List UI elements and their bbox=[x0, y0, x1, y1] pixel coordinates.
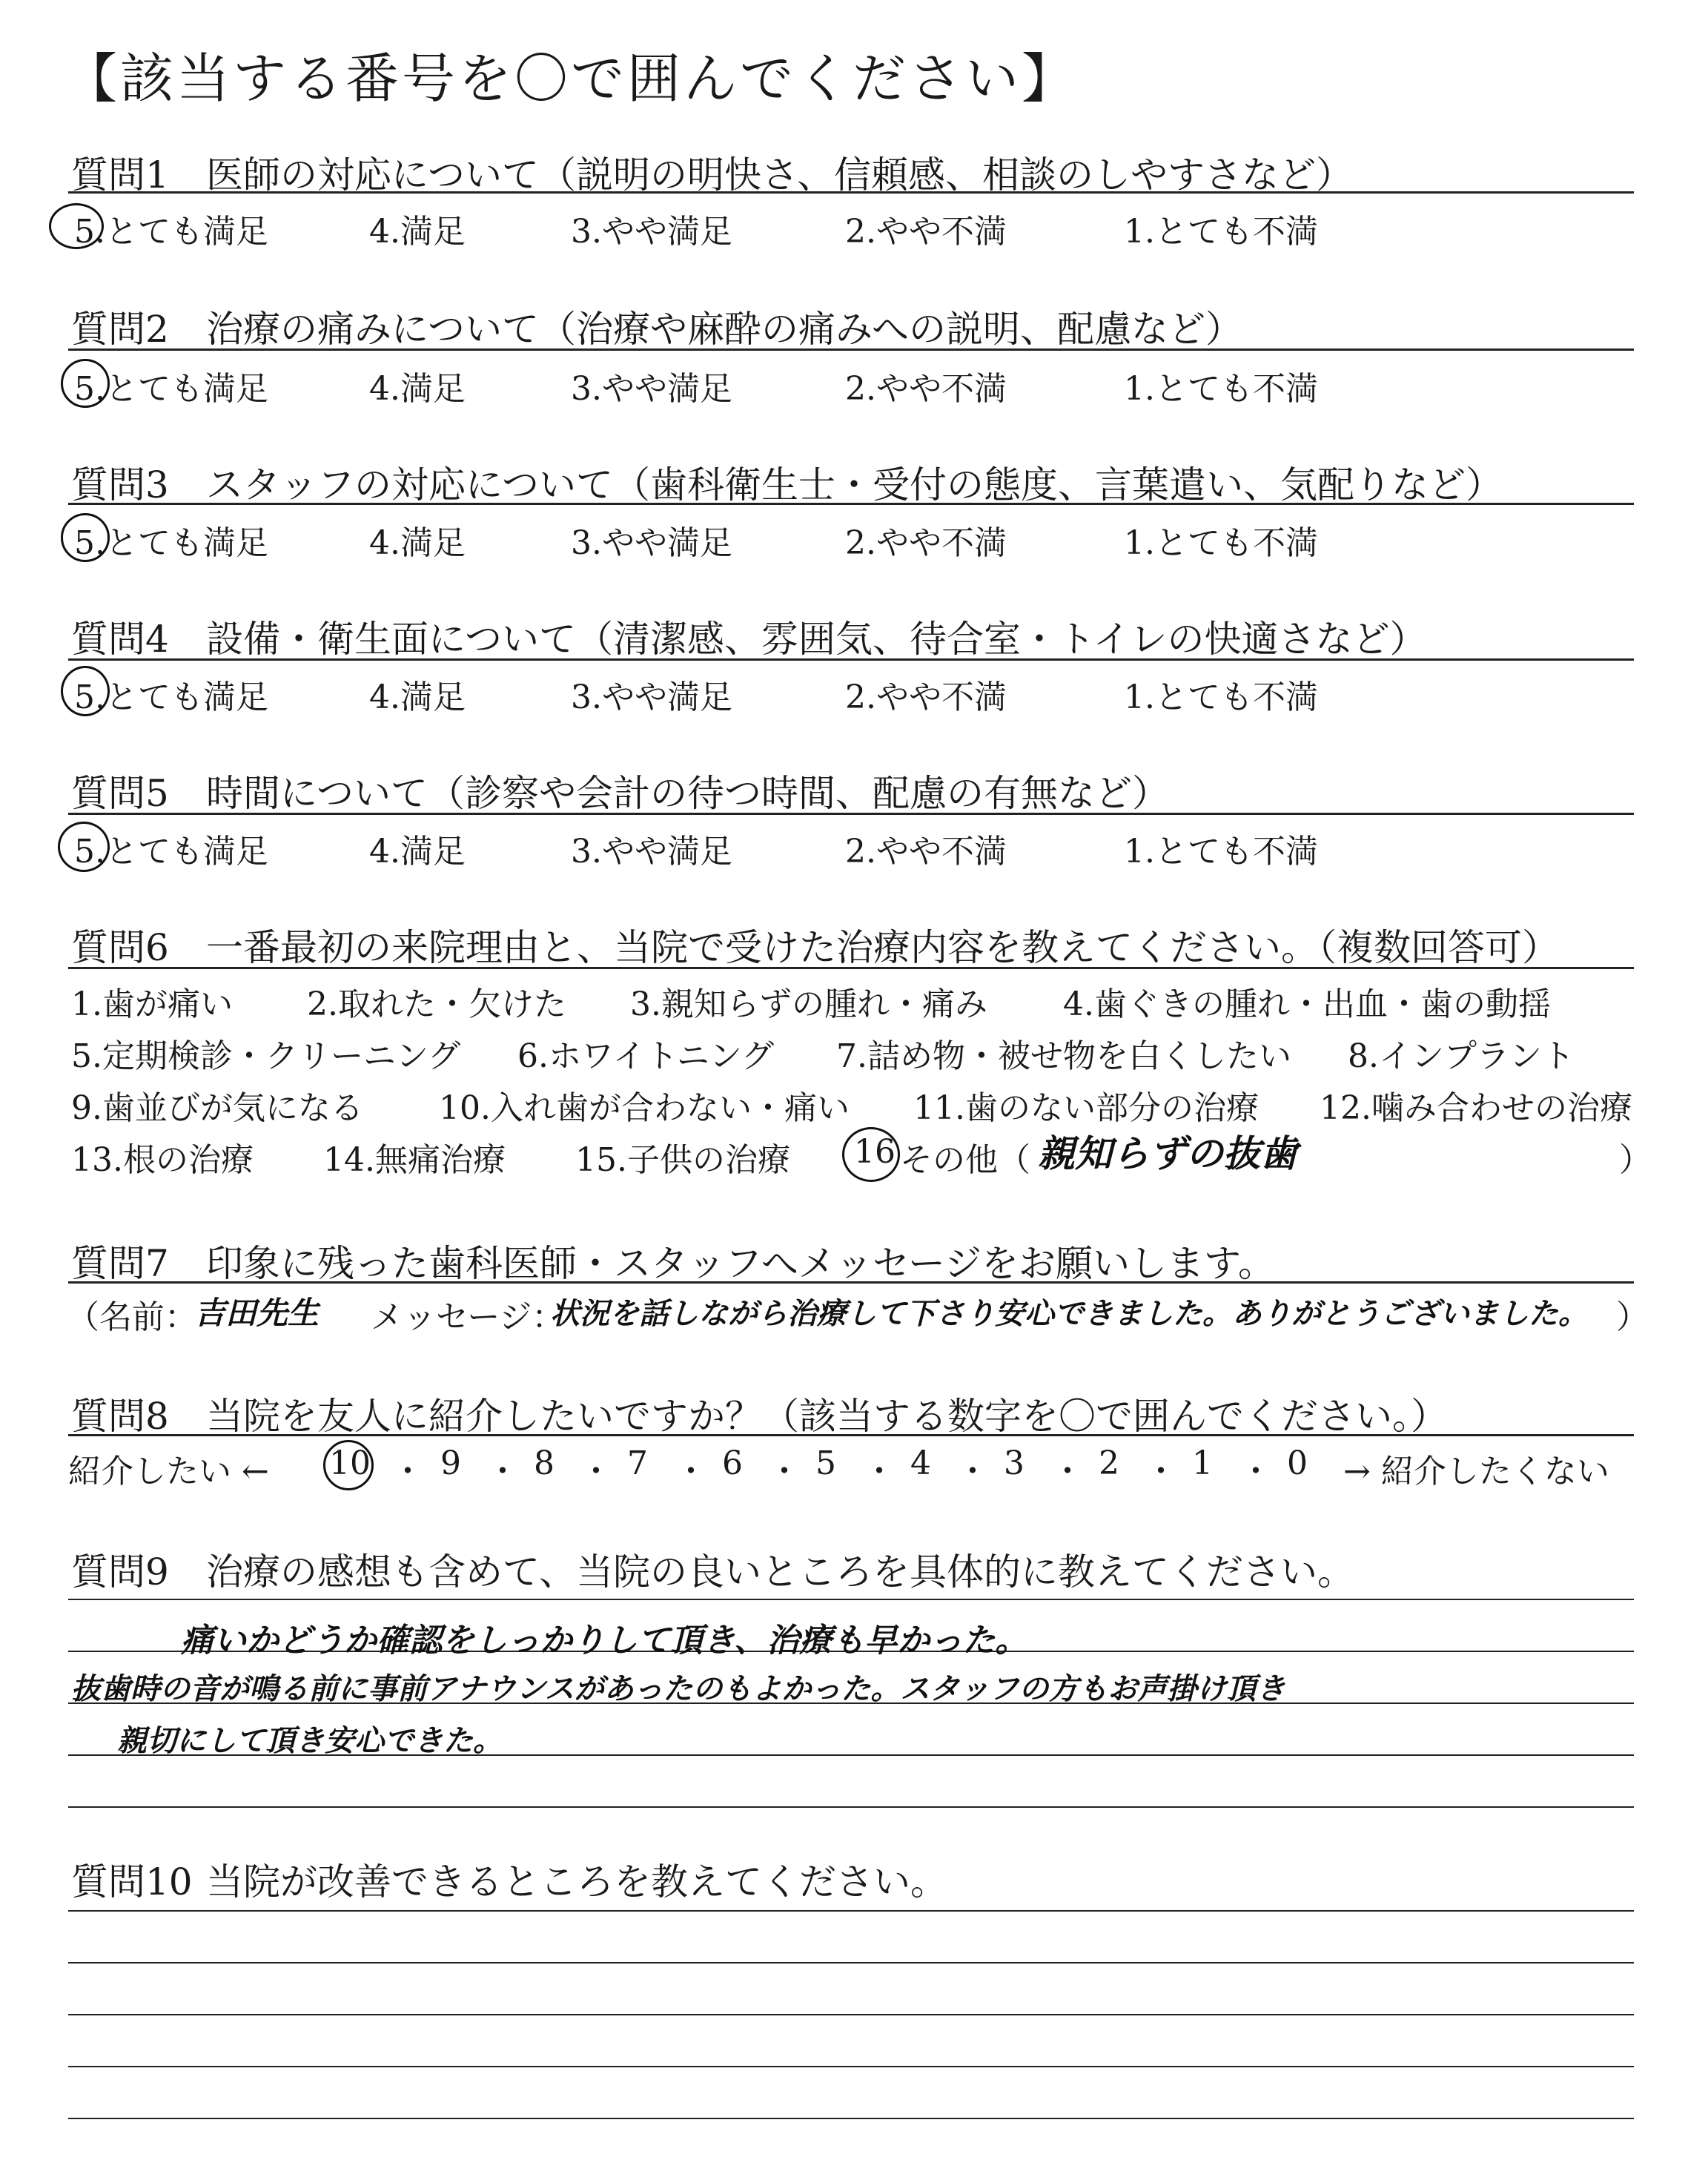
q1-option-5[interactable]: 5.とても満足 bbox=[74, 213, 268, 251]
q3-label: 質問3 bbox=[71, 463, 169, 506]
q2-option-2[interactable]: 2.やや不満 bbox=[845, 370, 1007, 408]
q7-label: 質問7 bbox=[71, 1242, 169, 1285]
q5-label: 質問5 bbox=[71, 772, 169, 815]
q6-option-8[interactable]: 8.インプラント bbox=[1348, 1037, 1575, 1075]
q8-option-9[interactable]: 9 bbox=[440, 1444, 461, 1482]
q6-rule bbox=[68, 967, 1634, 969]
q8-right-label: → 紹介したくない bbox=[1343, 1453, 1609, 1490]
q9-label: 質問9 bbox=[71, 1550, 169, 1593]
q8-option-3[interactable]: 3 bbox=[1004, 1444, 1025, 1482]
q8-label: 質問8 bbox=[71, 1395, 169, 1438]
q6-option-5[interactable]: 5.定期検診・クリーニング bbox=[71, 1037, 461, 1075]
q8-option-0[interactable]: 0 bbox=[1287, 1444, 1308, 1482]
q1-text: 医師の対応について（説明の明快さ、信頼感、相談のしやすさなど） bbox=[206, 153, 1353, 196]
q6-option-7[interactable]: 7.詰め物・被せ物を白くしたい bbox=[836, 1037, 1291, 1075]
q4-label: 質問4 bbox=[71, 618, 169, 661]
q8-separator: ・ bbox=[391, 1453, 424, 1490]
q5-text: 時間について（診察や会計の待つ時間、配慮の有無など） bbox=[206, 772, 1169, 815]
q6-label: 質問6 bbox=[71, 926, 169, 969]
q8-option-4[interactable]: 4 bbox=[910, 1444, 931, 1482]
q2-option-4[interactable]: 4.満足 bbox=[369, 370, 466, 408]
q9-answer-line-1[interactable]: 痛いかどうか確認をしっかりして頂き、治療も早かった。 bbox=[181, 1622, 1028, 1659]
q8-separator: ・ bbox=[1239, 1453, 1272, 1490]
q2-rule bbox=[68, 349, 1634, 351]
q6-option-13[interactable]: 13.根の治療 bbox=[71, 1141, 254, 1179]
q8-option-7[interactable]: 7 bbox=[627, 1444, 648, 1482]
q8-option-1[interactable]: 1 bbox=[1192, 1444, 1213, 1482]
q2-label: 質問2 bbox=[71, 308, 169, 351]
q9-answer-line-3[interactable]: 親切にして頂き安心できた。 bbox=[117, 1724, 503, 1758]
q1-option-4[interactable]: 4.満足 bbox=[369, 213, 466, 251]
q7-rule bbox=[68, 1281, 1634, 1284]
q4-option-1[interactable]: 1.とても不満 bbox=[1124, 678, 1318, 716]
q10-answer-rule bbox=[68, 1910, 1634, 1912]
q7-name-label: （名前： bbox=[67, 1298, 197, 1336]
q7-close-paren: ） bbox=[1616, 1298, 1649, 1336]
q2-option-3[interactable]: 3.やや満足 bbox=[571, 370, 732, 408]
q1-rule bbox=[68, 191, 1634, 194]
q1-option-3[interactable]: 3.やや満足 bbox=[571, 213, 732, 251]
q5-option-5[interactable]: 5.とても満足 bbox=[74, 833, 268, 871]
q10-label: 質問10 bbox=[71, 1860, 193, 1903]
q6-option-9[interactable]: 9.歯並びが気になる bbox=[71, 1089, 363, 1127]
q5-option-4[interactable]: 4.満足 bbox=[369, 833, 466, 871]
q10-answer-rule bbox=[68, 1962, 1634, 1964]
q8-option-2[interactable]: 2 bbox=[1099, 1444, 1119, 1482]
q8-separator: ・ bbox=[863, 1453, 896, 1490]
q6-option-16[interactable]: 16 bbox=[854, 1133, 896, 1171]
q8-separator: ・ bbox=[956, 1453, 989, 1490]
q9-answer-rule bbox=[68, 1806, 1634, 1808]
q7-message-label: メッセージ： bbox=[371, 1298, 565, 1336]
q2-option-1[interactable]: 1.とても不満 bbox=[1124, 370, 1318, 408]
q1-label: 質問1 bbox=[71, 153, 169, 196]
q8-separator: ・ bbox=[486, 1453, 519, 1490]
q6-option-15[interactable]: 15.子供の治療 bbox=[575, 1141, 790, 1179]
q4-option-4[interactable]: 4.満足 bbox=[369, 678, 466, 716]
q8-text: 当院を友人に紹介したいですか？（該当する数字を〇で囲んでください。） bbox=[206, 1395, 1448, 1438]
q10-answer-rule bbox=[68, 2118, 1634, 2119]
q7-message-value[interactable]: 状況を話しながら治療して下さり安心できました。ありがとうございました。 bbox=[550, 1297, 1588, 1331]
q7-text: 印象に残った歯科医師・スタッフへメッセージをお願いします。 bbox=[206, 1242, 1275, 1285]
q8-option-10[interactable]: 10 bbox=[329, 1444, 371, 1482]
q2-option-5[interactable]: 5.とても満足 bbox=[74, 370, 268, 408]
q9-answer-line-2[interactable]: 抜歯時の音が鳴る前に事前アナウンスがあったのもよかった。スタッフの方もお声掛け頂き bbox=[71, 1672, 1286, 1706]
q4-option-3[interactable]: 3.やや満足 bbox=[571, 678, 732, 716]
q6-other-answer[interactable]: 親知らずの抜歯 bbox=[1038, 1132, 1297, 1175]
q8-option-6[interactable]: 6 bbox=[722, 1444, 743, 1482]
q6-option-14[interactable]: 14.無痛治療 bbox=[323, 1141, 506, 1179]
q10-text: 当院が改善できるところを教えてください。 bbox=[206, 1860, 947, 1903]
q8-rule bbox=[68, 1434, 1634, 1436]
q8-separator: ・ bbox=[1145, 1453, 1177, 1490]
q8-separator: ・ bbox=[580, 1453, 612, 1490]
q3-text: スタッフの対応について（歯科衛生士・受付の態度、言葉遣い、気配りなど） bbox=[206, 463, 1503, 506]
q6-other-close-paren: ） bbox=[1619, 1141, 1652, 1179]
q3-option-4[interactable]: 4.満足 bbox=[369, 524, 466, 562]
q6-other-label: その他（ bbox=[900, 1141, 1030, 1179]
q8-left-label: 紹介したい ← bbox=[68, 1453, 269, 1490]
q2-text: 治療の痛みについて（治療や麻酔の痛みへの説明、配慮など） bbox=[206, 308, 1242, 351]
q8-separator: ・ bbox=[1051, 1453, 1084, 1490]
q10-answer-rule bbox=[68, 2014, 1634, 2015]
q3-option-2[interactable]: 2.やや不満 bbox=[845, 524, 1007, 562]
q7-name-value[interactable]: 吉田先生 bbox=[194, 1295, 320, 1331]
q1-option-1[interactable]: 1.とても不満 bbox=[1124, 213, 1318, 251]
q5-option-2[interactable]: 2.やや不満 bbox=[845, 833, 1007, 871]
q5-option-3[interactable]: 3.やや満足 bbox=[571, 833, 732, 871]
q6-option-2[interactable]: 2.取れた・欠けた bbox=[307, 985, 566, 1023]
q10-answer-rule bbox=[68, 2066, 1634, 2067]
q6-option-3[interactable]: 3.親知らずの腫れ・痛み bbox=[630, 985, 987, 1023]
q1-option-2[interactable]: 2.やや不満 bbox=[845, 213, 1007, 251]
q6-option-4[interactable]: 4.歯ぐきの腫れ・出血・歯の動揺 bbox=[1063, 985, 1551, 1023]
q3-rule bbox=[68, 503, 1634, 505]
q8-separator: ・ bbox=[675, 1453, 707, 1490]
q9-text: 治療の感想も含めて、当院の良いところを具体的に教えてください。 bbox=[206, 1550, 1354, 1593]
q5-option-1[interactable]: 1.とても不満 bbox=[1124, 833, 1318, 871]
q3-option-3[interactable]: 3.やや満足 bbox=[571, 524, 732, 562]
q4-option-5[interactable]: 5.とても満足 bbox=[74, 678, 268, 716]
q8-separator: ・ bbox=[768, 1453, 801, 1490]
q6-option-1[interactable]: 1.歯が痛い bbox=[71, 985, 233, 1023]
q4-option-2[interactable]: 2.やや不満 bbox=[845, 678, 1007, 716]
q8-option-8[interactable]: 8 bbox=[534, 1444, 555, 1482]
q3-option-1[interactable]: 1.とても不満 bbox=[1124, 524, 1318, 562]
q6-option-10[interactable]: 10.入れ歯が合わない・痛い bbox=[439, 1089, 850, 1127]
q5-rule bbox=[68, 813, 1634, 815]
q6-option-11[interactable]: 11.歯のない部分の治療 bbox=[913, 1089, 1259, 1127]
q9-answer-rule bbox=[68, 1599, 1634, 1600]
q4-text: 設備・衛生面について（清潔感、雰囲気、待合室・トイレの快適さなど） bbox=[206, 618, 1427, 661]
q6-option-12[interactable]: 12.噛み合わせの治療 bbox=[1320, 1089, 1632, 1127]
q6-option-6[interactable]: 6.ホワイトニング bbox=[517, 1037, 775, 1075]
q4-rule bbox=[68, 658, 1634, 661]
q6-text: 一番最初の来院理由と、当院で受けた治療内容を教えてください。（複数回答可） bbox=[206, 926, 1559, 969]
q8-option-5[interactable]: 5 bbox=[815, 1444, 836, 1482]
page-title: 【該当する番号を〇で囲んでください】 bbox=[64, 47, 1079, 110]
q3-option-5[interactable]: 5.とても満足 bbox=[74, 524, 268, 562]
